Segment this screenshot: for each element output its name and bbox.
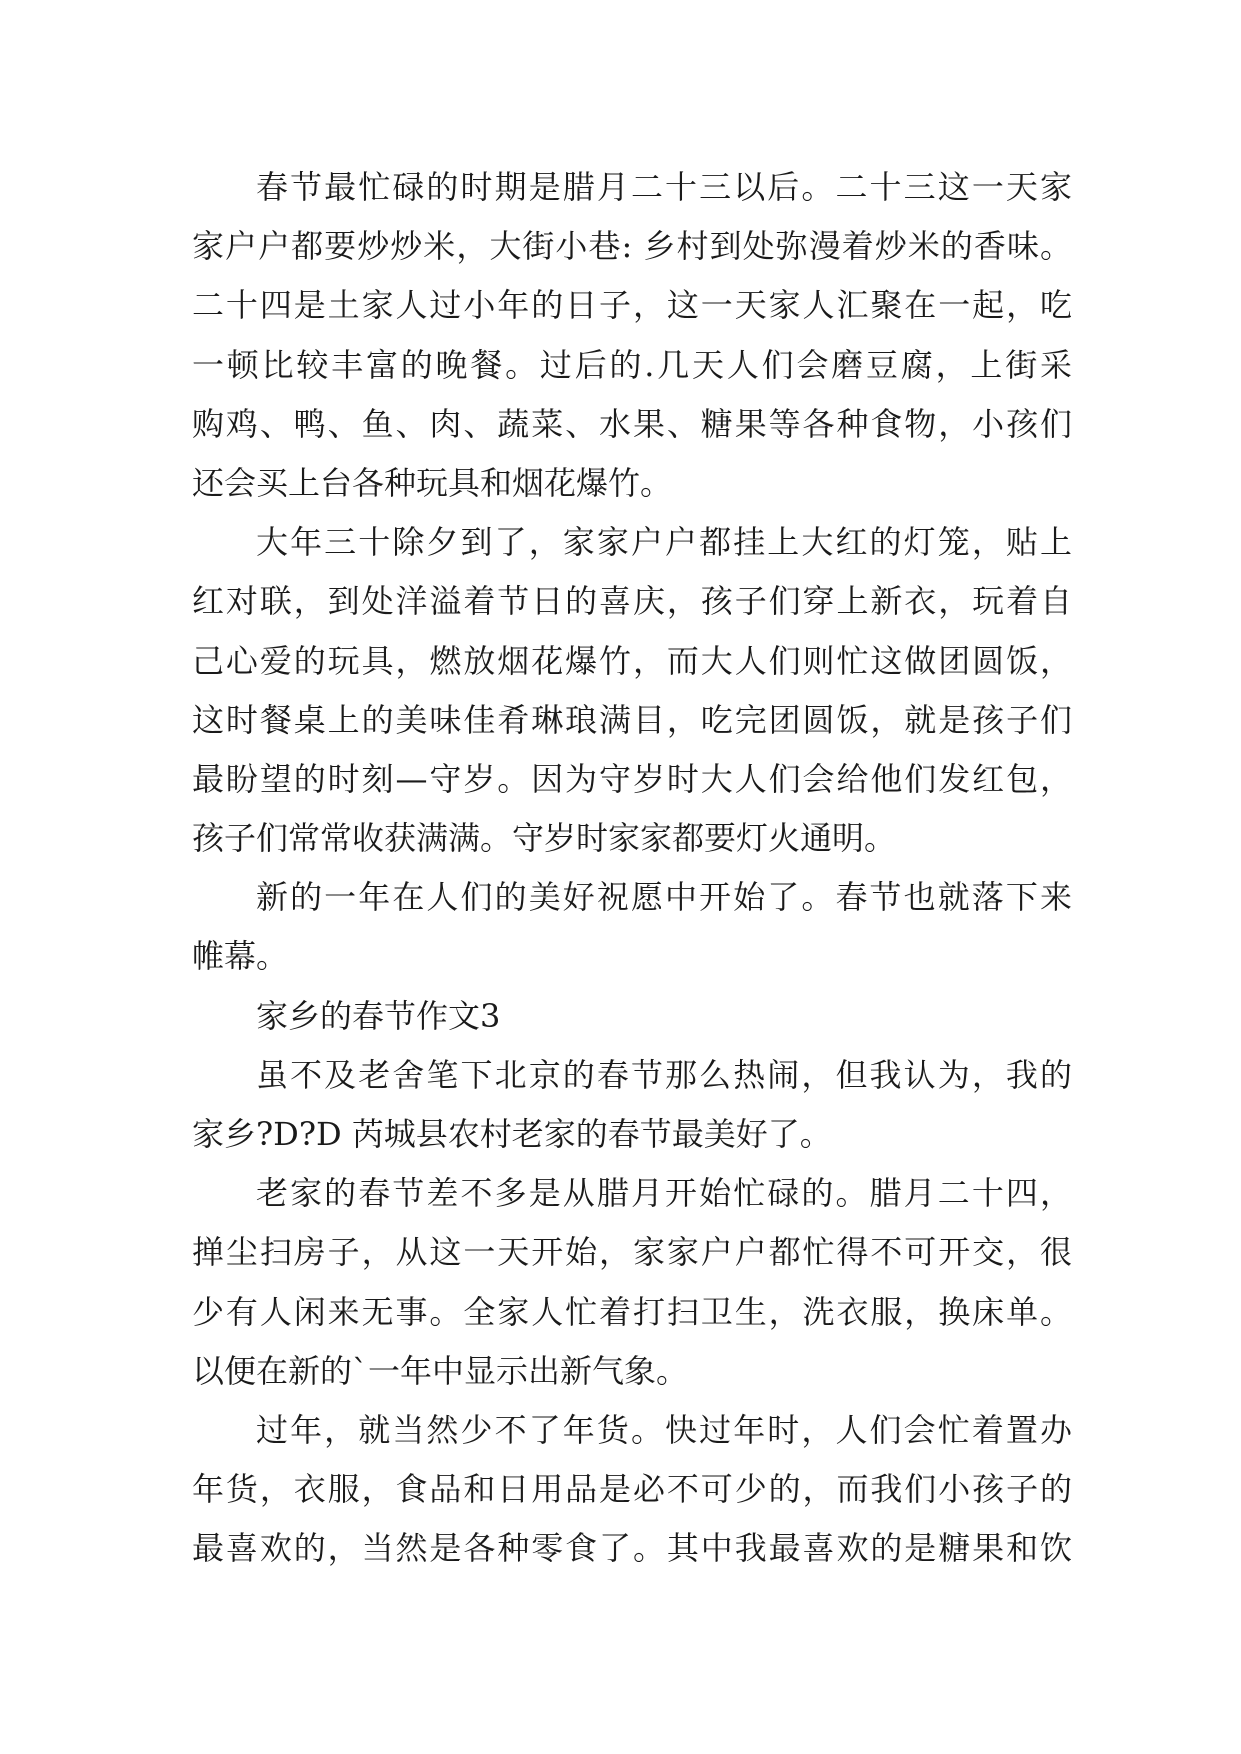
paragraph-line: 帷幕。: [192, 937, 289, 976]
paragraph-line: 新的一年在人们的美好祝愿中开始了。春节也就落下来: [256, 878, 1072, 917]
paragraph-line: 虽不及老舍笔下北京的春节那么热闹，但我认为，我的: [256, 1055, 1072, 1094]
document-body: [192, 158, 1072, 1579]
paragraph-line: 家乡?D?D 芮城县农村老家的春节最美好了。: [192, 1115, 832, 1153]
paragraph-line: 购鸡、鸭、鱼、肉、蔬菜、水果、糖果等各种食物，小孩们: [192, 404, 1072, 443]
section-heading: 家乡的春节作文3: [256, 996, 501, 1035]
paragraph-line: 二十四是土家人过小年的日子，这一天家人汇聚在一起，吃: [192, 286, 1072, 325]
paragraph-line: 年货，衣服，食品和日用品是必不可少的，而我们小孩子的: [192, 1470, 1072, 1509]
paragraph-line: 这时餐桌上的美味佳肴琳琅满目，吃完团圆饭，就是孩子们: [192, 700, 1072, 739]
paragraph-line: 过年，就当然少不了年货。快过年时，人们会忙着置办: [256, 1410, 1072, 1449]
paragraph-line: 老家的春节差不多是从腊月开始忙碌的。腊月二十四，: [256, 1174, 1072, 1213]
paragraph-line: 己心爱的玩具，燃放烟花爆竹，而大人们则忙这做团圆饭，: [192, 641, 1072, 680]
paragraph-line: 掸尘扫房子，从这一天开始，家家户户都忙得不可开交，很: [192, 1233, 1072, 1272]
paragraph-line: 还会买上台各种玩具和烟花爆竹。: [192, 463, 673, 502]
paragraph-line: 大年三十除夕到了，家家户户都挂上大红的灯笼，贴上: [256, 523, 1072, 562]
paragraph-line: 红对联，到处洋溢着节日的喜庆，孩子们穿上新衣，玩着自: [192, 582, 1072, 621]
paragraph-line: 一顿比较丰富的晚餐。过后的.几天人们会磨豆腐，上街采: [192, 345, 1072, 384]
paragraph-line: 孩子们常常收获满满。守岁时家家都要灯火通明。: [192, 819, 897, 858]
paragraph-line: 最盼望的时刻—守岁。因为守岁时大人们会给他们发红包，: [192, 759, 1072, 798]
paragraph-line: 家户户都要炒炒米，大街小巷: 乡村到处弥漫着炒米的香味。: [192, 227, 1072, 266]
paragraph-line: 少有人闲来无事。全家人忙着打扫卫生，洗衣服，换床单。: [192, 1292, 1072, 1331]
paragraph-line: 最喜欢的，当然是各种零食了。其中我最喜欢的是糖果和饮: [192, 1529, 1072, 1568]
paragraph-line: 以便在新的`一年中显示出新气象。: [192, 1351, 689, 1390]
paragraph-line: 春节最忙碌的时期是腊月二十三以后。二十三这一天家: [256, 168, 1072, 206]
